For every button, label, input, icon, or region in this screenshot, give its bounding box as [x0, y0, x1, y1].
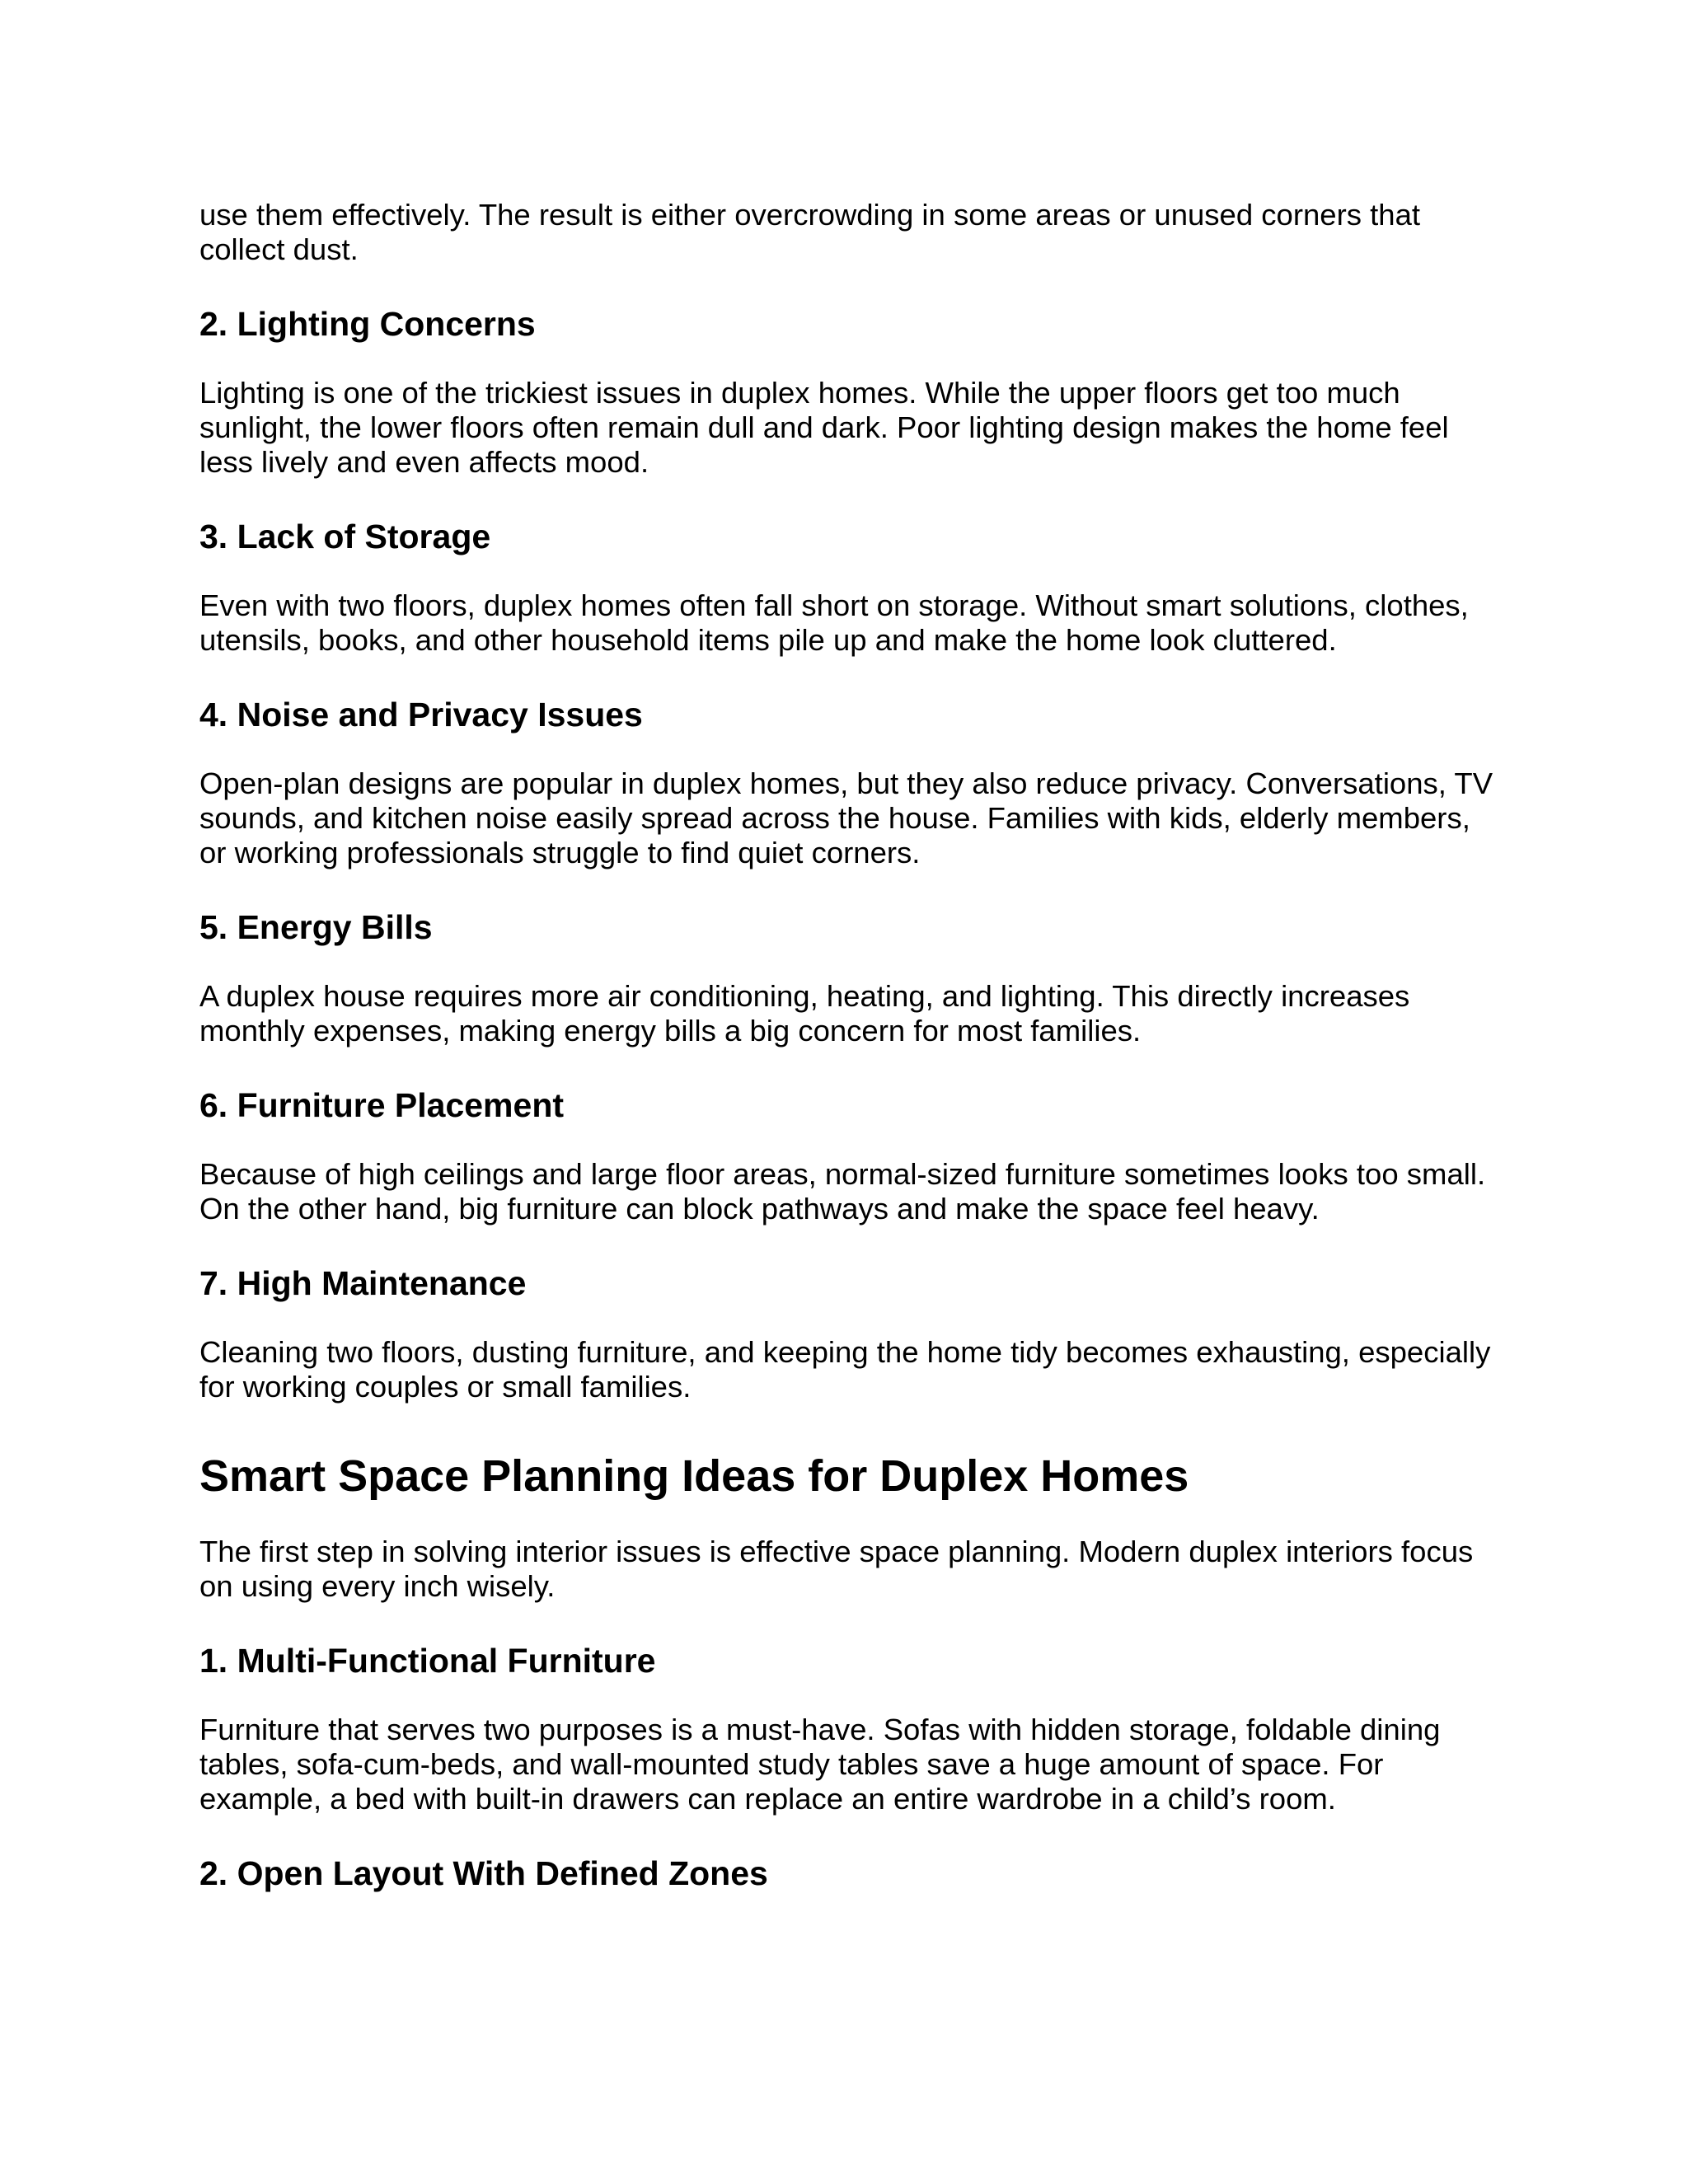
energy-bills-paragraph: A duplex house requires more air conditioning, heating, and lighting. This directly increases monthly expenses, making energy bills a big concern for most families.: [199, 979, 1410, 1047]
lack-of-storage-heading: 3. Lack of Storage: [199, 518, 491, 555]
open-layout-heading: 2. Open Layout With Defined Zones: [199, 1854, 768, 1892]
lack-of-storage-paragraph: Even with two floors, duplex homes often fall short on storage. Without smart solutions, clothes, utensils, books, and other household items pile up and make the home look cluttered.: [199, 588, 1469, 657]
high-maintenance-paragraph: Cleaning two floors, dusting furniture, and keeping the home tidy becomes exhausting, especially for working couples or small families.: [199, 1335, 1491, 1404]
multi-functional-furniture-heading: 1. Multi-Functional Furniture: [199, 1642, 656, 1680]
furniture-placement-heading: 6. Furniture Placement: [199, 1086, 565, 1124]
section-intro-paragraph: The first step in solving interior issues is effective space planning. Modern duplex interiors focus on using every inch wisely.: [199, 1535, 1474, 1603]
high-maintenance-heading: 7. High Maintenance: [199, 1264, 527, 1302]
noise-privacy-heading: 4. Noise and Privacy Issues: [199, 696, 643, 733]
noise-privacy-paragraph: Open-plan designs are popular in duplex homes, but they also reduce privacy. Conversations, TV sounds, and kitchen noise easily spread across the house. Families with kids, elderly members, or working professionals struggle to find quiet corners.: [199, 766, 1493, 869]
intro-continuation-paragraph: use them effectively. The result is either overcrowding in some areas or unused corners that collect dust.: [199, 198, 1421, 266]
energy-bills-heading: 5. Energy Bills: [199, 908, 433, 946]
furniture-placement-paragraph: Because of high ceilings and large floor areas, normal-sized furniture sometimes looks too small. On the other hand, big furniture can block pathways and make the space feel heavy.: [199, 1157, 1486, 1226]
lighting-concerns-paragraph: Lighting is one of the trickiest issues in duplex homes. While the upper floors get too much sunlight, the lower floors often remain dull and dark. Poor lighting design makes the home feel less lively and even affects mood.: [199, 376, 1449, 479]
multi-functional-furniture-paragraph: Furniture that serves two purposes is a must-have. Sofas with hidden storage, foldable dining tables, sofa-cum-beds, and wall-mounted study tables save a huge amount of space. For example, a bed with built-in drawers can replace an entire wardrobe in a child’s room.: [199, 1713, 1441, 1816]
section-title: Smart Space Planning Ideas for Duplex Homes: [199, 1451, 1189, 1501]
document-page: [199, 198, 1502, 1892]
lighting-concerns-heading: 2. Lighting Concerns: [199, 305, 536, 343]
